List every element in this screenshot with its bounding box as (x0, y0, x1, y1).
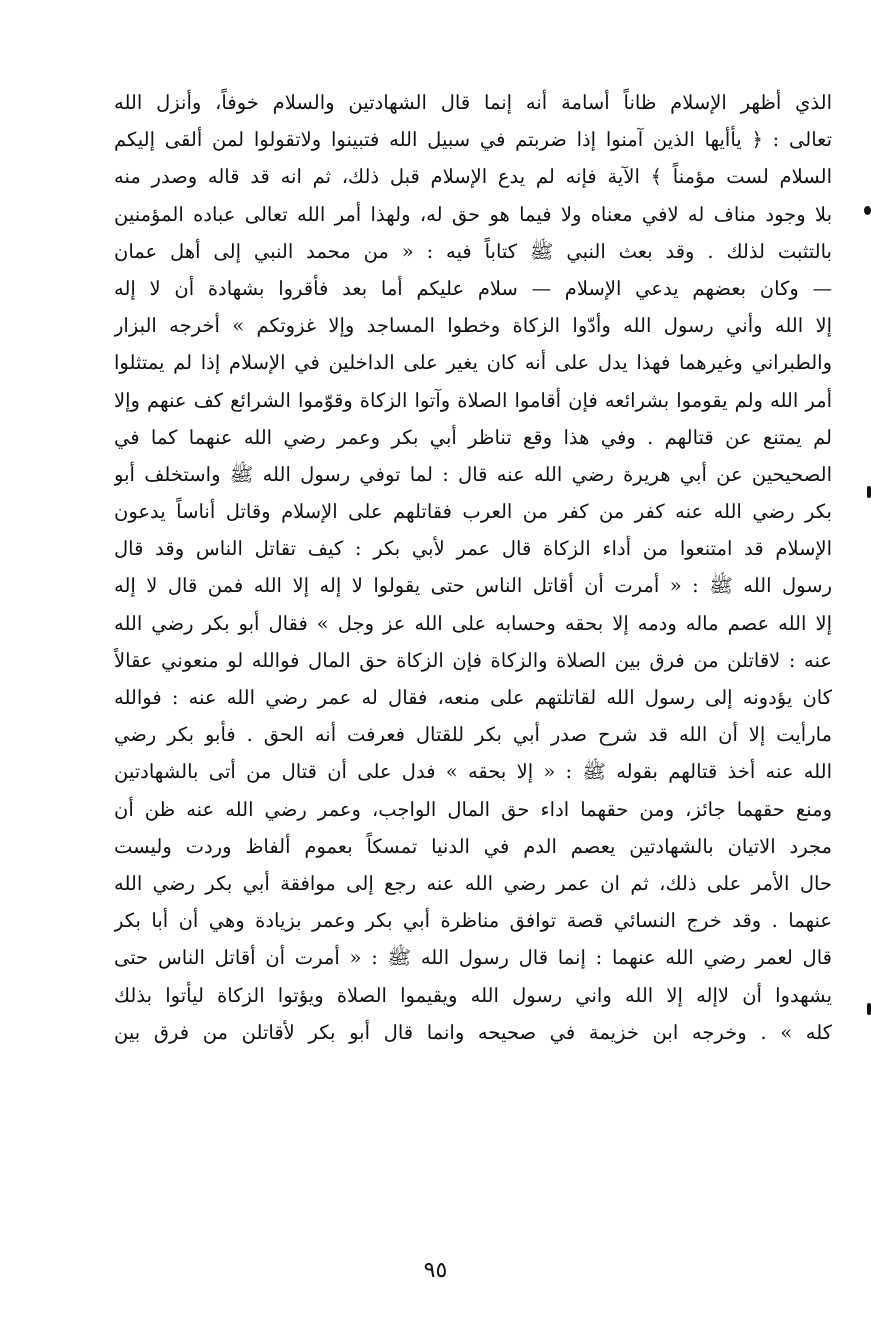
page-number: ٩٥ (423, 1258, 448, 1283)
margin-dot (864, 206, 871, 215)
margin-dot (867, 486, 871, 498)
text-line: يشهدوا أن لاإله إلا الله واني رسول الله ويقيموا الصلاة ويؤتوا الزكاة ليأتوا بذلك (114, 983, 832, 1007)
body-text (114, 84, 832, 1051)
text-line: مارأيت إلا أن الله قد شرح صدر أبي بكر للقتال فعرفت أنه الحق . فأبو بكر رضي (114, 723, 832, 747)
text-line: ومنع حقهما جائز، ومن حقهما اداء حق المال الواجب، وعمر رضي الله عنه ظن أن (114, 797, 832, 821)
text-line: — وكان بعضهم يدعي الإسلام — سلام عليكم أما بعد فأقروا بشهادة أن لا إله (114, 276, 832, 300)
text-line: الصحيحين عن أبي هريرة رضي الله عنه قال : لما توفي رسول الله ﷺ واستخلف أبو (114, 462, 832, 486)
text-line: مجرد الاتيان بالشهادتين يعصم الدم في الدنيا تمسكاً بعموم ألفاظ وردت وليست (114, 834, 832, 858)
text-line: عنه : لاقاتلن من فرق بين الصلاة والزكاة فإن الزكاة حق المال فوالله لو منعوني عقالاً (114, 648, 832, 672)
text-line: إلا الله عصم ماله ودمه إلا بحقه وحسابه على الله عز وجل » فقال أبو بكر رضي الله (114, 611, 832, 635)
text-line: قال لعمر رضي الله عنهما : إنما قال رسول الله ﷺ : « أمرت أن أقاتل الناس حتى (114, 946, 832, 970)
text-line: لم يمتنع عن قتالهم . وفي هذا وقع تناظر أبي بكر وعمر رضي الله عنهما كما في (114, 425, 832, 449)
text-line: أمر الله ولم يقوموا بشرائعه فإن أقاموا الصلاة وآتوا الزكاة وقوّموا الشرائع كف عنهم وإلا (114, 388, 832, 412)
text-line: كان يؤدونه إلى رسول الله لقاتلتهم على منعه، فقال له عمر رضي الله عنه : فوالله (114, 686, 832, 709)
text-line: تعالى : ﴿ يأأيها الذين آمنوا إذا ضربتم في سبيل الله فتبينوا ولاتقولوا لمن ألقى إليكم (114, 128, 832, 152)
text-line: عنهما . وقد خرج النسائي قصة توافق مناظرة أبي بكر وعمر بزيادة وهي أن أبا بكر (114, 909, 832, 933)
text-line: بكر رضي الله عنه كفر من كفر من العرب فقاتلهم على الإسلام وقاتل أناساً يدعون (114, 500, 832, 524)
margin-dot (867, 1003, 871, 1015)
text-line: الله عنه أخذ قتالهم بقوله ﷺ : « إلا بحقه » فدل على أن قتال من أتى بالشهادتين (114, 760, 832, 784)
text-line: حال الأمر على ذلك، ثم ان عمر رضي الله عنه رجع إلى موافقة أبي بكر رضي الله (114, 871, 832, 895)
text-line: إلا الله وأني رسول الله وأدّوا الزكاة وخطوا المساجد وإلا غزوتكم » أخرجه البزار (114, 314, 832, 338)
text-line: رسول الله ﷺ : « أمرت أن أقاتل الناس حتى يقولوا لا إله إلا الله فمن قال لا إله (114, 574, 832, 598)
text-line: بالتثبت لذلك . وقد بعث النبي ﷺ كتاباً فيه : « من محمد النبي إلى أهل عمان (114, 239, 832, 263)
text-line: كله » . وخرجه ابن خزيمة في صحيحه وانما قال أبو بكر لأقاتلن من فرق بين (114, 1020, 832, 1044)
text-line: السلام لست مؤمناً ﴾ الآية فإنه لم يدع الإسلام قبل ذلك، ثم انه قد قاله وصدر منه (114, 165, 832, 189)
text-line: الإسلام قد امتنعوا من أداء الزكاة قال عمر لأبي بكر : كيف تقاتل الناس وقد قال (114, 537, 832, 561)
text-line: الذي أظهر الإسلام ظاناً أسامة أنه إنما قال الشهادتين والسلام خوفاً، وأنزل الله (114, 91, 832, 114)
text-line: بلا وجود مناف له لافي معناه ولا فيما هو حق له، ولهذا أمر الله تعالى عباده المؤمنين (114, 202, 832, 226)
text-line: والطبراني وغيرهما فهذا يدل على أنه كان يغير على الداخلين في الإسلام إذا لم يمتثلوا (114, 351, 832, 375)
